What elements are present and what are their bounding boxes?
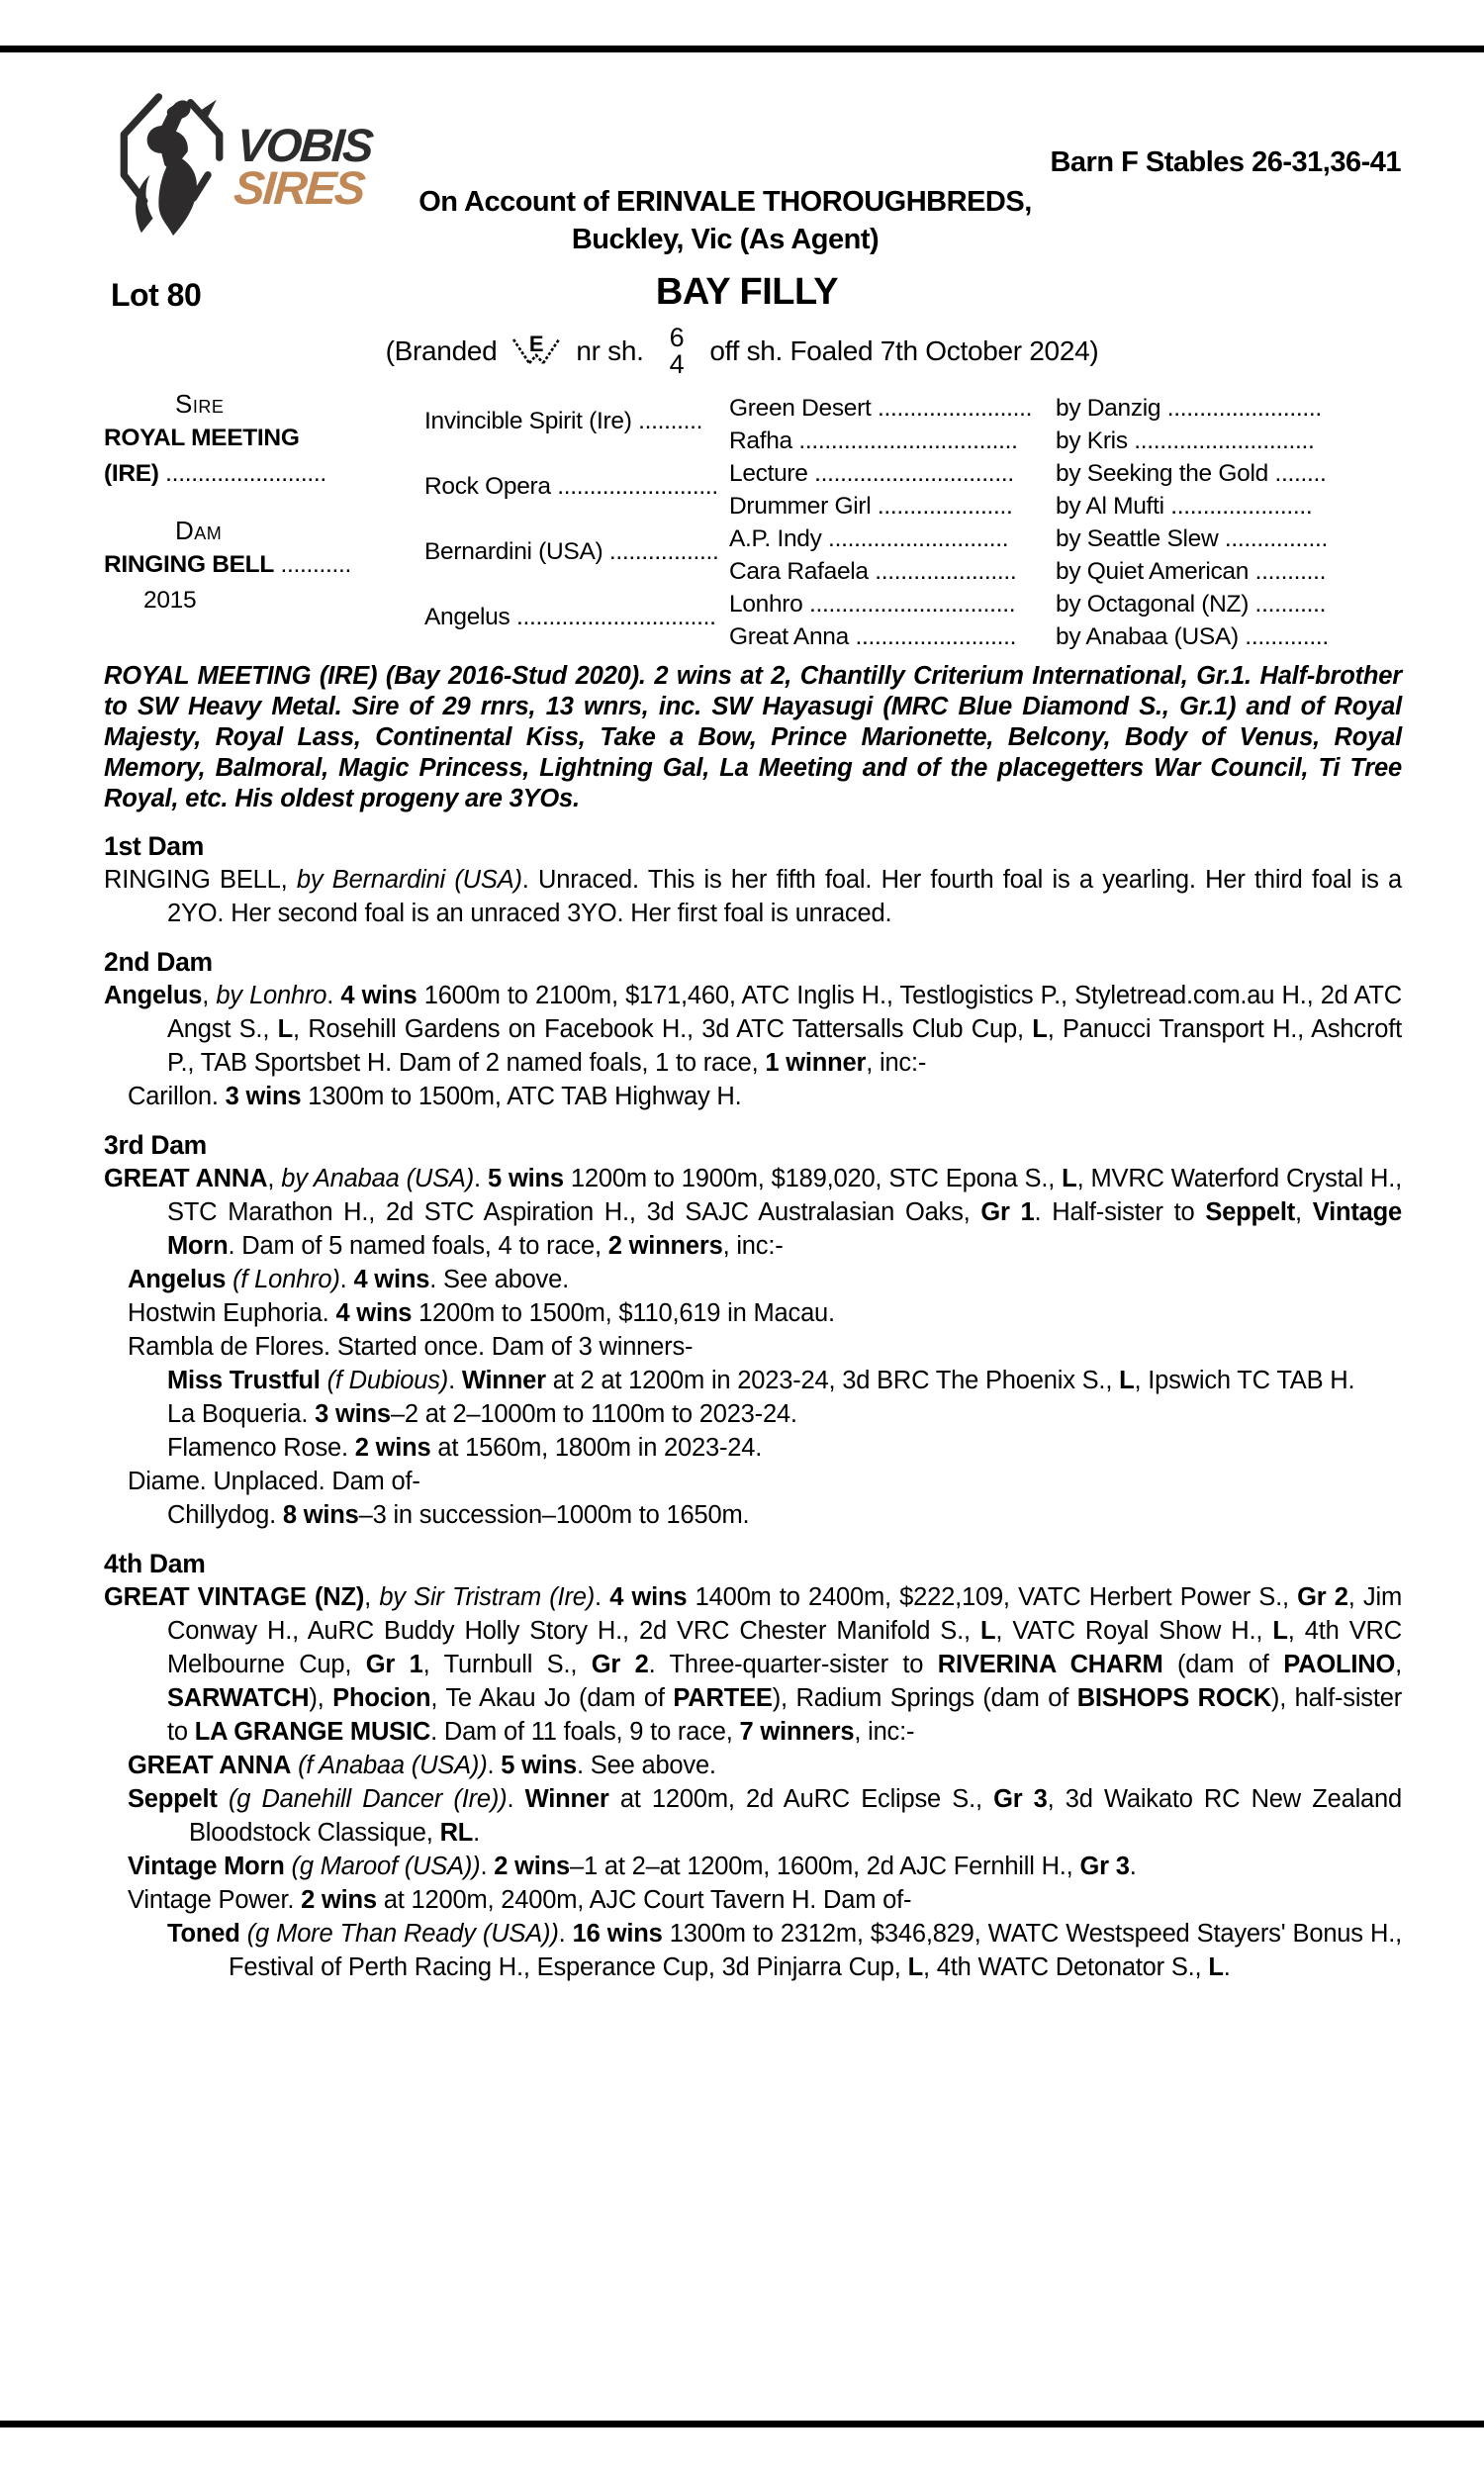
pedigree-table xyxy=(104,389,1402,656)
pedigree-gen3-sire: by Quiet American ........... xyxy=(1056,558,1327,585)
brand-count-top: 6 xyxy=(669,323,685,352)
pedigree-gen3-name: Green Desert ........................ xyxy=(729,395,1033,422)
catalogue-paragraph: GREAT VINTAGE (NZ), by Sir Tristram (Ire). 4 wins 1400m to 2400m, $222,109, VATC Herbert Power S., Gr 2, Jim Conway H., AuRC Buddy Holly Story H., 2d VRC Chester Manifold S., L, VATC Royal Show H., L, 4th VRC Melbourne Cup, Gr 1, Turnbull S., Gr 2. Three-quarter-sister to RIVERINA CHARM (dam of PAOLINO, SARWATCH), Phocion, Te Akau Jo (dam of PARTEE), Radium Springs (dam of BISHOPS ROCK), half-sister to LA GRANGE MUSIC. Dam of 11 foals, 9 to race, 7 winners, inc:- xyxy=(104,1583,1403,1746)
pedigree-gap xyxy=(104,496,424,516)
dam-section-heading: 3rd Dam xyxy=(104,1130,207,1160)
pedigree-gen3-sire: by Octagonal (NZ) ........... xyxy=(1056,591,1327,618)
branded-prefix: (Branded xyxy=(385,335,498,366)
pedigree-gen2-entry: Invincible Spirit (Ire) .......... xyxy=(424,408,703,434)
horse-jockey-icon xyxy=(115,91,232,241)
logo-word-vobis: VOBIS xyxy=(234,118,374,171)
vobis-sires-logo xyxy=(115,91,372,241)
pedigree-gen2-entry: Bernardini (USA) ................. xyxy=(424,538,719,565)
catalogue-paragraph: Angelus (f Lonhro). 4 wins. See above. xyxy=(128,1266,569,1293)
pedigree-gen2-entry: Rock Opera ......................... xyxy=(424,473,718,500)
pedigree-gen3-name: Great Anna ......................... xyxy=(729,623,1017,650)
dam-section-heading: 2nd Dam xyxy=(104,947,213,977)
horse-title: BAY FILLY xyxy=(655,271,839,313)
pedigree-col-subject xyxy=(104,389,424,656)
pedigree-gen3-sire: by Seattle Slew ................ xyxy=(1056,525,1328,552)
branded-nr-sh: nr sh. xyxy=(576,335,644,366)
catalogue-paragraph: Carillon. 3 wins 1300m to 1500m, ATC TAB Highway H. xyxy=(128,1083,742,1110)
sire-name-suffix: (IRE) ......................... xyxy=(104,460,326,487)
pedigree-gen3-name: A.P. Indy ............................ xyxy=(729,525,1009,552)
branded-line xyxy=(0,319,1484,384)
catalogue-paragraph: Hostwin Euphoria. 4 wins 1200m to 1500m, $110,619 in Macau. xyxy=(128,1299,835,1327)
pedigree-gen3-sire: by Seeking the Gold ........ xyxy=(1056,460,1327,487)
catalogue-paragraph: Vintage Morn (g Maroof (USA)). 2 wins–1 at 2–at 1200m, 1600m, 2d AJC Fernhill H., Gr 3. xyxy=(128,1853,1137,1880)
catalogue-paragraph: Rambla de Flores. Started once. Dam of 3 winners- xyxy=(128,1333,694,1361)
catalogue-paragraph: La Boqueria. 3 wins–2 at 2–1000m to 1100m to 2023-24. xyxy=(167,1400,797,1428)
brand-mark-icon xyxy=(510,332,562,371)
sire-label: Sire xyxy=(175,389,225,419)
account-line: On Account of ERINVALE THOROUGHBREDS, xyxy=(418,186,1032,218)
catalogue-paragraph: Flamenco Rose. 2 wins at 1560m, 1800m in 2023-24. xyxy=(167,1434,763,1462)
dam-sections xyxy=(104,829,1402,1984)
pedigree-gen3-name: Lecture ............................... xyxy=(729,460,1014,487)
pedigree-col-gen3-sires xyxy=(1056,389,1402,656)
catalogue-paragraph: Chillydog. 8 wins–3 in succession–1000m to 1650m. xyxy=(167,1501,750,1529)
catalogue-paragraph: Toned (g More Than Ready (USA)). 16 wins 1300m to 2312m, $346,829, WATC Westspeed Stayers' Bonus H., Festival of Perth Racing H., Esperance Cup, 3d Pinjarra Cup, L, 4th WATC Detonator S., L. xyxy=(167,1920,1402,1981)
pedigree-gen3-sire: by Al Mufti ...................... xyxy=(1056,493,1313,520)
agent-line: Buckley, Vic (As Agent) xyxy=(571,224,880,255)
pedigree-col-gen2 xyxy=(424,389,729,656)
pedigree-gen3-sire: by Danzig ........................ xyxy=(1056,395,1322,422)
sire-name: ROYAL MEETING xyxy=(104,425,300,451)
barn-stables-line: Barn F Stables 26-31,36-41 xyxy=(1050,146,1401,178)
sire-summary-paragraph: ROYAL MEETING (IRE) (Bay 2016-Stud 2020). 2 wins at 2, Chantilly Criterium International, Gr.1. Half-brother to SW Heavy Metal. Sire of 29 rnrs, 13 wnrs, inc. SW Hayasugi (MRC Blue Diamond S., Gr.1) and of Royal Majesty, Royal Lass, Continental Kiss, Take a Bow, Prince Marionette, Belcony, Body of Venus, Royal Memory, Balmoral, Magic Princess, Lightning Gal, La Meeting and of the placegetters War Council, Ti Tree Royal, etc. His oldest progeny are 3YOs. xyxy=(104,662,1402,812)
pedigree-gen3-name: Drummer Girl ..................... xyxy=(729,493,1013,520)
catalogue-body xyxy=(104,661,1402,1984)
brand-count-fraction xyxy=(670,325,685,378)
svg-text:E: E xyxy=(529,332,544,356)
logo-word-sires: SIRES xyxy=(232,161,366,214)
catalogue-paragraph: Diame. Unplaced. Dam of- xyxy=(128,1468,420,1495)
pedigree-gen3-name: Cara Rafaela ...................... xyxy=(729,558,1017,585)
catalogue-paragraph: Seppelt (g Danehill Dancer (Ire)). Winner at 1200m, 2d AuRC Eclipse S., Gr 3, 3d Waikato RC New Zealand Bloodstock Classique, RL. xyxy=(128,1785,1402,1847)
dam-label: Dam xyxy=(175,516,223,545)
catalogue-paragraph: Miss Trustful (f Dubious). Winner at 2 at 1200m in 2023-24, 3d BRC The Phoenix S., L, Ipswich TC TAB H. xyxy=(167,1367,1355,1394)
bottom-rule xyxy=(0,2421,1484,2427)
pedigree-gen3-name: Lonhro ................................ xyxy=(729,591,1016,618)
catalogue-paragraph: GREAT ANNA, by Anabaa (USA). 5 wins 1200m to 1900m, $189,020, STC Epona S., L, MVRC Waterford Crystal H., STC Marathon H., 2d STC Aspiration H., 3d SAJC Australasian Oaks, Gr 1. Half-sister to Seppelt, Vintage Morn. Dam of 5 named foals, 4 to race, 2 winners, inc:- xyxy=(104,1165,1403,1260)
pedigree-gen3-sire: by Kris ............................ xyxy=(1056,428,1315,454)
pedigree-gen2-entry: Angelus ............................... xyxy=(424,604,716,630)
pedigree-col-gen3-names xyxy=(729,389,1056,656)
brand-count-bottom: 4 xyxy=(669,349,685,379)
dam-name: RINGING BELL ........... xyxy=(104,551,352,578)
dam-section-heading: 1st Dam xyxy=(104,831,205,861)
pedigree-gen3-sire: by Anabaa (USA) ............. xyxy=(1056,623,1329,650)
top-rule xyxy=(0,46,1484,52)
catalogue-paragraph: GREAT ANNA (f Anabaa (USA)). 5 wins. See above. xyxy=(128,1752,716,1779)
dam-year: 2015 xyxy=(143,587,197,614)
pedigree-gen3-name: Rafha .................................. xyxy=(729,428,1018,454)
branded-suffix: off sh. Foaled 7th October 2024) xyxy=(709,335,1099,366)
catalogue-paragraph: RINGING BELL, by Bernardini (USA). Unraced. This is her fifth foal. Her fourth foal is a yearling. Her third foal is a 2YO. Her second foal is an unraced 3YO. Her first foal is unraced. xyxy=(104,866,1403,927)
catalogue-paragraph: Vintage Power. 2 wins at 1200m, 2400m, AJC Court Tavern H. Dam of- xyxy=(128,1886,912,1914)
dam-section-heading: 4th Dam xyxy=(104,1549,206,1578)
lot-number: Lot 80 xyxy=(111,277,202,313)
catalogue-paragraph: Angelus, by Lonhro. 4 wins 1600m to 2100m, $171,460, ATC Inglis H., Testlogistics P., Styletread.com.au H., 2d ATC Angst S., L, Rosehill Gardens on Facebook H., 3d ATC Tattersalls Club Cup, L, Panucci Transport H., Ashcroft P., TAB Sportsbet H. Dam of 2 named foals, 1 to race, 1 winner, inc:- xyxy=(104,982,1402,1077)
